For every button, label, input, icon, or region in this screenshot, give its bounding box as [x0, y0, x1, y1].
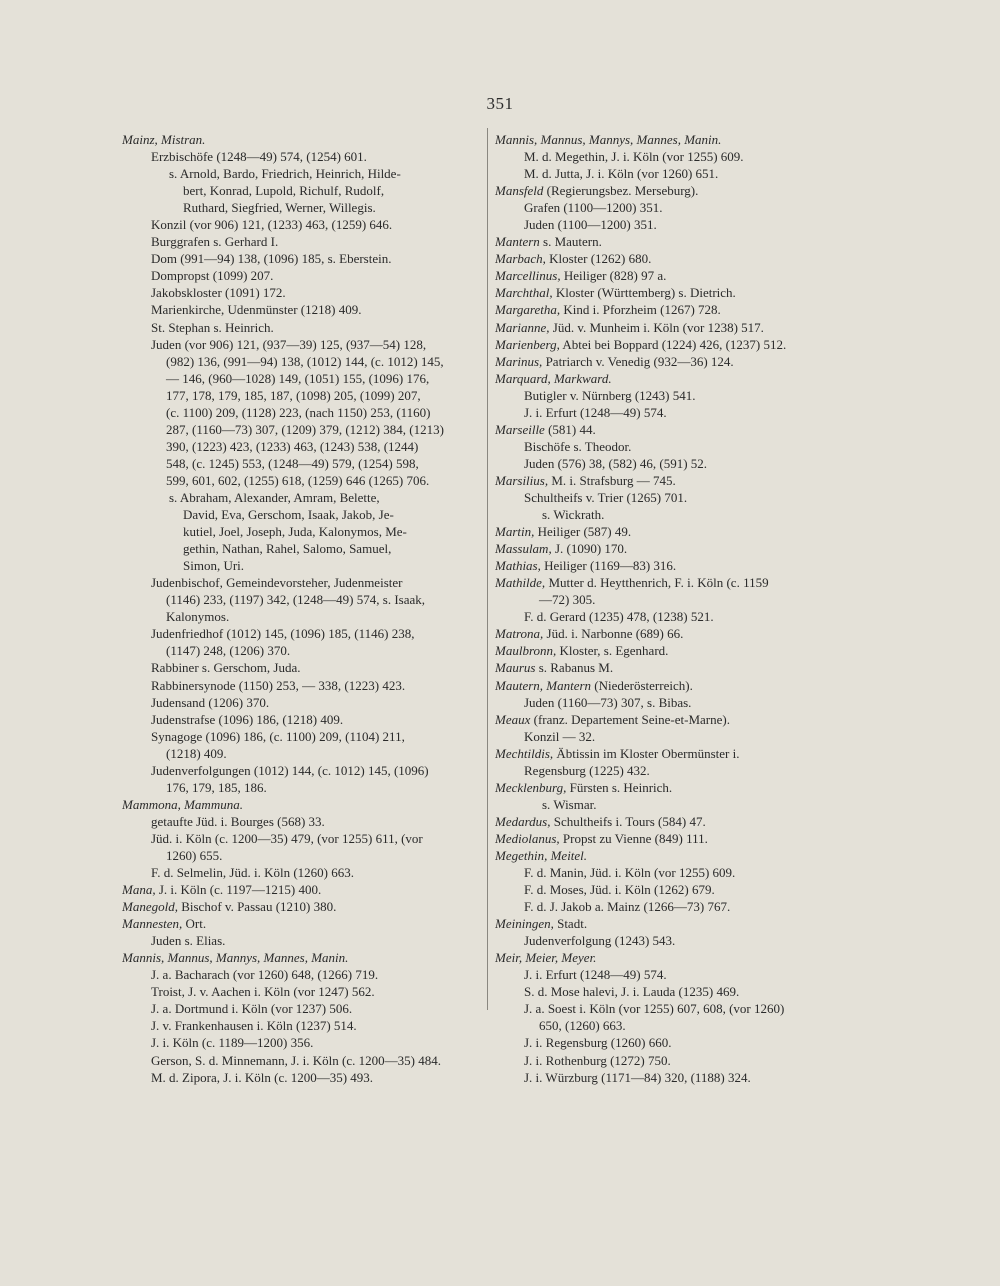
index-headword: Maulbronn, [495, 643, 557, 659]
index-line [122, 796, 484, 813]
index-headword: Mechtildis, [495, 745, 554, 761]
index-headword: Mana, [122, 882, 156, 898]
index-entry-text: Ort. [182, 916, 207, 932]
index-headword: Marcellinus, [495, 268, 561, 284]
index-line: F. d. Moses, Jüd. i. Köln (1262) 679. [524, 882, 715, 898]
index-line: Konzil (vor 906) 121, (1233) 463, (1259) 646. [151, 217, 393, 233]
index-line [122, 881, 484, 898]
index-entry-text: Kind i. Pforzheim (1267) 728. [560, 302, 721, 318]
index-line [495, 915, 859, 932]
index-line [495, 233, 859, 250]
index-headword: Mammona, Mammuna. [122, 796, 243, 812]
index-headword: Marsilius, [495, 472, 549, 488]
index-line [495, 557, 859, 574]
index-line: 177, 178, 179, 185, 187, (1098) 205, (1099) 207, [166, 387, 421, 403]
index-line [495, 847, 859, 864]
index-line [122, 915, 484, 932]
index-line: Judenverfolgungen (1012) 144, (c. 1012) 145, (1096) [151, 762, 429, 778]
index-line: F. d. J. Jakob a. Mainz (1266—73) 767. [524, 899, 731, 915]
index-line: Judenbischof, Gemeindevorsteher, Judenmeister [151, 575, 403, 591]
index-line: 390, (1223) 423, (1233) 463, (1243) 538, (1244) [166, 438, 419, 454]
index-line: Synagoge (1096) 186, (c. 1100) 209, (1104) 211, [151, 728, 405, 744]
index-line [495, 370, 859, 387]
index-line [495, 182, 859, 199]
index-line [495, 625, 859, 642]
index-headword: Mainz, Mistran. [122, 132, 206, 147]
index-headword: Marchthal, [495, 285, 553, 301]
index-headword: Mannis, Mannus, Mannys, Mannes, Manin. [122, 950, 349, 966]
index-entry-text: Kloster, s. Egenhard. [556, 643, 669, 659]
column-divider [487, 128, 488, 1010]
index-headword: Massulam, [495, 541, 552, 557]
index-entry-text: Jüd. v. Munheim i. Köln (vor 1238) 517. [549, 319, 764, 335]
index-headword: Meaux [495, 711, 531, 727]
index-line: S. d. Mose halevi, J. i. Lauda (1235) 469. [524, 984, 740, 1000]
index-headword: Marseille [495, 421, 545, 437]
index-line [495, 830, 859, 847]
index-entry-text: (581) 44. [544, 421, 596, 437]
index-headword: Mecklenburg, [495, 779, 567, 795]
index-line: David, Eva, Gerschom, Isaak, Jakob, Je- [183, 507, 394, 523]
index-entry-text: Heiliger (828) 97 a. [560, 268, 667, 284]
index-headword: Matrona, [495, 626, 544, 642]
index-line: Jakobskloster (1091) 172. [151, 285, 286, 301]
index-line: — 146, (960—1028) 149, (1051) 155, (1096) 176, [166, 370, 430, 386]
index-line: bert, Konrad, Lupold, Richulf, Rudolf, [183, 183, 385, 199]
index-headword: Marbach, [495, 251, 546, 267]
index-line [495, 319, 859, 336]
index-line [495, 677, 859, 694]
index-line: Judenfriedhof (1012) 145, (1096) 185, (1146) 238, [151, 626, 415, 642]
index-headword: Medardus, [495, 813, 551, 829]
index-line [495, 353, 859, 370]
index-line: —72) 305. [539, 592, 596, 608]
index-line: J. i. Erfurt (1248—49) 574. [524, 967, 667, 983]
index-line [495, 745, 859, 762]
index-headword: Marquard, Markward. [495, 370, 612, 386]
index-line: Juden (1100—1200) 351. [524, 217, 657, 233]
index-line [122, 131, 484, 148]
index-line: Marienkirche, Udenmünster (1218) 409. [151, 302, 362, 318]
index-line [495, 301, 859, 318]
index-headword: Margaretha, [495, 302, 561, 318]
index-entry-text: (Niederösterreich). [591, 677, 693, 693]
index-line: Jüd. i. Köln (c. 1200—35) 479, (vor 1255) 611, (vor [151, 830, 423, 846]
index-line: J. a. Soest i. Köln (vor 1255) 607, 608, (vor 1260) [524, 1001, 785, 1017]
index-line: Juden (1160—73) 307, s. Bibas. [524, 694, 692, 710]
index-line: Regensburg (1225) 432. [524, 762, 650, 778]
index-line [495, 131, 859, 148]
index-line: J. i. Regensburg (1260) 660. [524, 1035, 672, 1051]
index-line: Konzil — 32. [524, 728, 596, 744]
index-line [495, 421, 859, 438]
index-line: F. d. Selmelin, Jüd. i. Köln (1260) 663. [151, 865, 354, 881]
index-entry-text: M. i. Strafsburg — 745. [548, 472, 676, 488]
index-line: M. d. Zipora, J. i. Köln (c. 1200—35) 493. [151, 1069, 374, 1085]
index-entry-text: J. (1090) 170. [551, 541, 628, 557]
index-line: s. Wickrath. [542, 507, 605, 523]
index-headword: Mansfeld [495, 183, 544, 199]
index-line: s. Wismar. [542, 796, 597, 812]
index-line: F. d. Gerard (1235) 478, (1238) 521. [524, 609, 714, 625]
index-headword: Megethin, Meitel. [495, 847, 588, 863]
index-line: Butigler v. Nürnberg (1243) 541. [524, 387, 696, 403]
index-line: Judenstrafse (1096) 186, (1218) 409. [151, 711, 344, 727]
index-headword: Mautern, Mantern [495, 677, 592, 693]
index-line: M. d. Jutta, J. i. Köln (vor 1260) 651. [524, 166, 719, 182]
index-entry-text: Schultheifs i. Tours (584) 47. [550, 813, 706, 829]
index-line: F. d. Manin, Jüd. i. Köln (vor 1255) 609. [524, 865, 736, 881]
index-entry-text: Fürsten s. Heinrich. [566, 779, 673, 795]
index-headword: Mathilde, [495, 575, 546, 591]
index-headword: Mannis, Mannus, Mannys, Mannes, Manin. [495, 132, 722, 147]
index-line: Gerson, S. d. Minnemann, J. i. Köln (c. 1200—35) 484. [151, 1052, 441, 1068]
index-line: 599, 601, 602, (1255) 618, (1259) 646 (1265) 706. [166, 472, 430, 488]
index-line [495, 284, 859, 301]
index-line: (1146) 233, (1197) 342, (1248—49) 574, s. Isaak, [166, 592, 425, 608]
index-headword: Mediolanus, [495, 830, 560, 846]
index-line: 650, (1260) 663. [539, 1018, 626, 1034]
index-line [495, 949, 859, 966]
index-headword: Manegold, [122, 899, 178, 915]
index-line: Grafen (1100—1200) 351. [524, 200, 663, 216]
index-line: J. v. Frankenhausen i. Köln (1237) 514. [151, 1018, 357, 1034]
index-line [495, 472, 859, 489]
left-column [122, 131, 484, 1086]
index-entry-text: Kloster (1262) 680. [545, 251, 652, 267]
index-line [495, 336, 859, 353]
index-headword: Mantern [495, 234, 540, 250]
index-entry-text: (Regierungsbez. Merseburg). [543, 183, 699, 199]
index-line [495, 813, 859, 830]
index-line: Troist, J. v. Aachen i. Köln (vor 1247) 562. [151, 984, 375, 1000]
index-line: 548, (c. 1245) 553, (1248—49) 579, (1254) 598, [166, 455, 419, 471]
index-line: J. a. Bacharach (vor 1260) 648, (1266) 719. [151, 967, 379, 983]
index-line: J. i. Rothenburg (1272) 750. [524, 1052, 671, 1068]
index-line: Judenverfolgung (1243) 543. [524, 933, 676, 949]
index-entry-text: s. Rabanus M. [535, 660, 614, 676]
index-line: s. Abraham, Alexander, Amram, Belette, [169, 489, 380, 505]
index-headword: Marinus, [495, 353, 543, 369]
index-line: J. i. Köln (c. 1189—1200) 356. [151, 1035, 314, 1051]
index-line: Juden (vor 906) 121, (937—39) 125, (937—54) 128, [151, 336, 427, 352]
index-line: J. a. Dortmund i. Köln (vor 1237) 506. [151, 1001, 353, 1017]
index-headword: Mathias, [495, 558, 541, 574]
index-line [495, 659, 859, 676]
index-entry-text: Propst zu Vienne (849) 111. [559, 830, 708, 846]
index-line: Judensand (1206) 370. [151, 694, 270, 710]
index-line: Rabbiner s. Gerschom, Juda. [151, 660, 301, 676]
index-line: Juden s. Elias. [151, 933, 226, 949]
index-line: (982) 136, (991—94) 138, (1012) 144, (c. 1012) 145, [166, 353, 444, 369]
index-line: Kalonymos. [166, 609, 230, 625]
index-entry-text: Jüd. i. Narbonne (689) 66. [543, 626, 684, 642]
index-entry-text: Heiliger (587) 49. [534, 524, 632, 540]
index-line: Simon, Uri. [183, 558, 245, 574]
index-line [495, 779, 859, 796]
index-headword: Meir, Meier, Meyer. [495, 950, 597, 966]
right-column [495, 131, 859, 1086]
index-line: Schultheifs v. Trier (1265) 701. [524, 489, 688, 505]
index-line: Dompropst (1099) 207. [151, 268, 274, 284]
index-line: 1260) 655. [166, 847, 223, 863]
index-entry-text: J. i. Köln (c. 1197—1215) 400. [155, 882, 322, 898]
index-line: Ruthard, Siegfried, Werner, Willegis. [183, 200, 376, 216]
index-line: 287, (1160—73) 307, (1209) 379, (1212) 384, (1213) [166, 421, 444, 437]
page-number: 351 [486, 94, 514, 113]
index-line: Burggrafen s. Gerhard I. [151, 234, 279, 250]
index-line [495, 523, 859, 540]
index-entry-text: Abtei bei Boppard (1224) 426, (1237) 512. [559, 336, 787, 352]
index-line: Erzbischöfe (1248—49) 574, (1254) 601. [151, 149, 367, 165]
index-line: Rabbinersynode (1150) 253, — 338, (1223) 423. [151, 677, 406, 693]
index-line: (1147) 248, (1206) 370. [166, 643, 291, 659]
index-line: Juden (576) 38, (582) 46, (591) 52. [524, 455, 708, 471]
index-entry-text: Stadt. [553, 916, 588, 932]
index-line [495, 267, 859, 284]
index-entry-text: Äbtissin im Kloster Obermünster i. [553, 745, 740, 761]
index-entry-text: s. Mautern. [539, 234, 602, 250]
index-entry-text: Kloster (Württemberg) s. Dietrich. [552, 285, 736, 301]
index-line: s. Arnold, Bardo, Friedrich, Heinrich, Hilde- [169, 166, 401, 182]
index-line [122, 898, 484, 915]
index-line [495, 250, 859, 267]
index-line [495, 711, 859, 728]
index-line: M. d. Megethin, J. i. Köln (vor 1255) 609. [524, 149, 744, 165]
index-headword: Martin, [495, 524, 535, 540]
index-line [495, 642, 859, 659]
index-line: gethin, Nathan, Rahel, Salomo, Samuel, [183, 541, 392, 557]
index-line [122, 949, 484, 966]
index-line: Dom (991—94) 138, (1096) 185, s. Eberstein. [151, 251, 392, 267]
index-entry-text: (franz. Departement Seine-et-Marne). [530, 711, 730, 727]
index-entry-text: Patriarch v. Venedig (932—36) 124. [542, 353, 734, 369]
index-line: 176, 179, 185, 186. [166, 779, 267, 795]
index-headword: Mannesten, [122, 916, 183, 932]
index-headword: Marianne, [495, 319, 550, 335]
index-line: kutiel, Joel, Joseph, Juda, Kalonymos, Me- [183, 524, 407, 540]
index-line: getaufte Jüd. i. Bourges (568) 33. [151, 813, 325, 829]
index-line: (c. 1100) 209, (1128) 223, (nach 1150) 253, (1160) [166, 404, 431, 420]
index-headword: Meiningen, [495, 916, 554, 932]
index-line [495, 540, 859, 557]
index-headword: Marienberg, [495, 336, 560, 352]
index-line: (1218) 409. [166, 745, 227, 761]
index-headword: Maurus [495, 660, 536, 676]
index-line: J. i. Würzburg (1171—84) 320, (1188) 324. [524, 1069, 751, 1085]
index-entry-text: Mutter d. Heytthenrich, F. i. Köln (c. 1159 [545, 575, 769, 591]
index-line: St. Stephan s. Heinrich. [151, 319, 274, 335]
index-entry-text: Bischof v. Passau (1210) 380. [177, 899, 337, 915]
index-line [495, 574, 859, 591]
index-line: Bischöfe s. Theodor. [524, 438, 632, 454]
index-line: J. i. Erfurt (1248—49) 574. [524, 404, 667, 420]
index-entry-text: Heiliger (1169—83) 316. [540, 558, 677, 574]
